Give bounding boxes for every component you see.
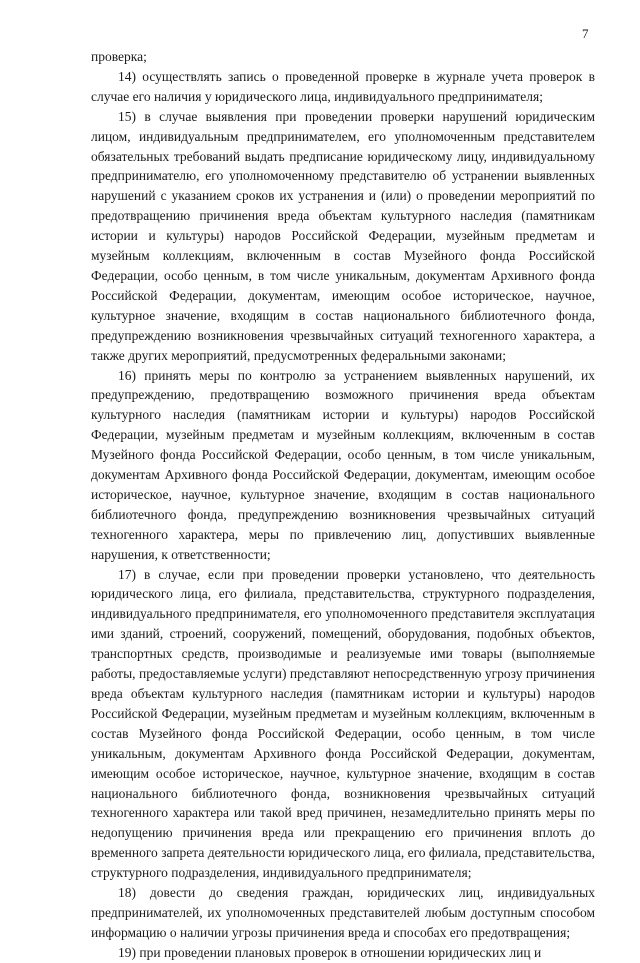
paragraph-item-17: 17) в случае, если при проведении проверки установлено, что деятельность юридического лица, его филиала, представительства, структурного подразделения, индивидуального предпринимателя, его уполномоченного представителя эксплуатация ими зданий, строений, сооружений, помещений, оборудования, подобных объектов, транспортных средств, производимые и реализуемые ими товары (выполняемые работы, предоставляемые услуги) представляют непосредственную угрозу причинения вреда объектам культурного наследия (памятникам истории и культуры) народов Российской Федерации, музейным предметам и музейным коллекциям, включенным в состав Музейного фонда Российской Федерации, особо ценным, в том числе уникальным, документам Архивного фонда Российской Федерации, документам, имеющим особое историческое, научное, культурное значение, входящим в состав национального библиотечного фонда, возникновения чрезвычайных ситуаций техногенного характера или такой вред причинен, незамедлительно принять меры по недопущению причинения вреда или прекращению его причинения вплоть до временного запрета деятельности юридического лица, его филиала, представительства, структурного подразделения, индивидуального предпринимателя; — [91, 566, 595, 881]
paragraph-item-14: 14) осуществлять запись о проведенной проверке в журнале учета проверок в случае его наличия у юридического лица, индивидуального предпринимателя; — [91, 68, 595, 104]
paragraph-item-19: 19) при проведении плановых проверок в отношении юридических лиц и — [118, 944, 542, 960]
document-body — [91, 47, 595, 963]
page-number: 7 — [582, 26, 589, 41]
paragraph-item-16: 16) принять меры по контролю за устранением выявленных нарушений, их предупреждению, предотвращению возможного причинения вреда объектам культурного наследия (памятникам истории и культуры) народов Российской Федерации, музейным предметам и музейным коллекциям, включенным в состав Музейного фонда Российской Федерации, особо ценным, в том числе уникальным, документам Архивного фонда Российской Федерации, документам, имеющим особое историческое, научное, культурное значение, входящим в состав национального библиотечного фонда, предупреждению возникновения чрезвычайных ситуаций техногенного характера, меры по привлечению лиц, допустивших выявленные нарушения, к ответственности; — [91, 367, 595, 562]
paragraph-continuation: проверка; — [91, 49, 147, 64]
paragraph-item-18: 18) довести до сведения граждан, юридических лиц, индивидуальных предпринимателей, их уполномоченных представителей любым доступным способом информацию о наличии угрозы причинения вреда и способах его предотвращения; — [91, 885, 595, 940]
paragraph-item-15: 15) в случае выявления при проведении проверки нарушений юридическим лицом, индивидуальным предпринимателем, его уполномоченным представителем обязательных требований выдать предписание юридическому лицу, индивидуальному предпринимателю, его уполномоченному представителю об устранении выявленных нарушений с указанием сроков их устранения и (или) о проведении мероприятий по предотвращению причинения вреда объектам культурного наследия (памятникам истории и культуры) народов Российской Федерации, музейным предметам и музейным коллекциям, включенным в состав Музейного фонда Российской Федерации, особо ценным, в том числе уникальным, документам Архивного фонда Российской Федерации, документам, имеющим особое историческое, научное, культурное значение, входящим в состав национального библиотечного фонда, предупреждению возникновения чрезвычайных ситуаций техногенного характера, а также других мероприятий, предусмотренных федеральными законами; — [91, 108, 595, 363]
